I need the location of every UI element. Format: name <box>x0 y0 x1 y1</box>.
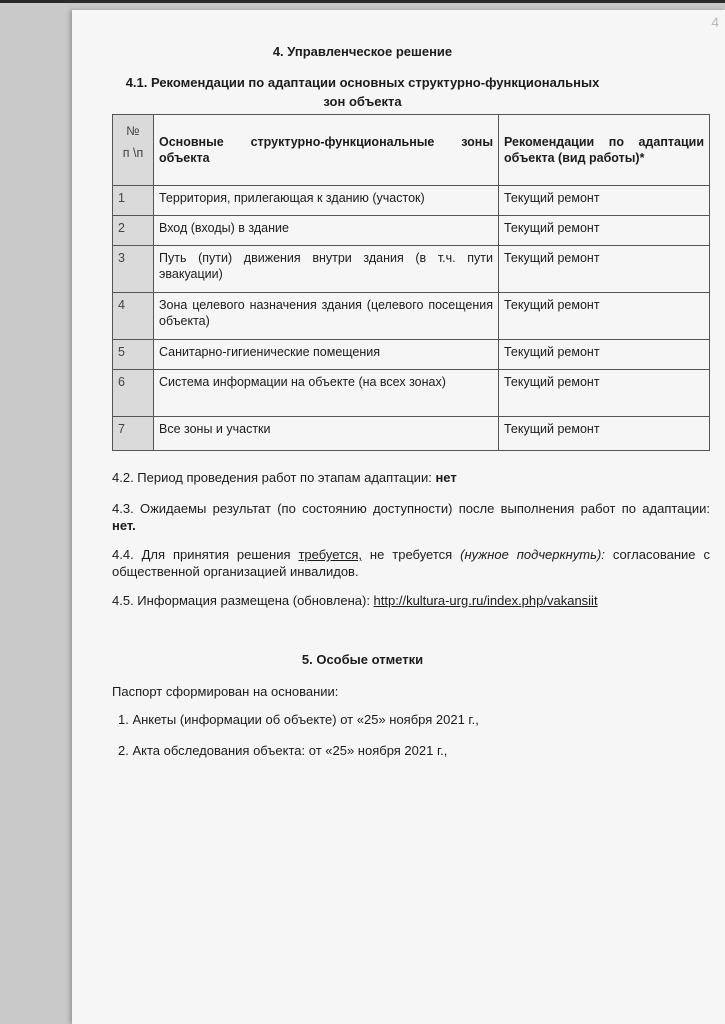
row-num: 6 <box>113 370 154 417</box>
info-link[interactable]: http://kultura-urg.ru/index.php/vakansiit <box>373 593 598 608</box>
row-recommendation: Текущий ремонт <box>499 293 710 340</box>
row-zone: Система информации на объекте (на всех зонах) <box>154 370 499 417</box>
paragraph-4-4-middle: не требуется <box>362 547 461 562</box>
row-recommendation: Текущий ремонт <box>499 246 710 293</box>
row-num: 1 <box>113 186 154 216</box>
row-num: 3 <box>113 246 154 293</box>
adaptation-table <box>112 114 710 451</box>
header-num-symbol: № <box>126 124 140 138</box>
row-zone: Вход (входы) в здание <box>154 216 499 246</box>
page-number: 4 <box>711 14 719 30</box>
table-row <box>113 216 710 246</box>
row-recommendation: Текущий ремонт <box>499 186 710 216</box>
table-row <box>113 417 710 451</box>
paragraph-4-2-value: нет <box>435 470 457 485</box>
row-recommendation: Текущий ремонт <box>499 370 710 417</box>
table-row <box>113 340 710 370</box>
paragraph-4-2 <box>112 469 710 486</box>
header-rec-cell: Рекомендации по адаптации объекта (вид работы)* <box>499 115 710 186</box>
row-zone: Путь (пути) движения внутри здания (в т.ч. пути эвакуации) <box>154 246 499 293</box>
paragraph-4-4-suffix: согласование с общественной организацией инвалидов. <box>112 547 710 579</box>
paragraph-4-5 <box>112 592 710 609</box>
table-row <box>113 246 710 293</box>
paragraph-4-4-underlined: требуется, <box>298 547 362 562</box>
table-row <box>113 370 710 417</box>
row-recommendation: Текущий ремонт <box>499 340 710 370</box>
section-4-1-title <box>0 73 725 111</box>
row-num: 4 <box>113 293 154 340</box>
header-num-cell <box>113 115 154 186</box>
row-zone: Санитарно-гигиенические помещения <box>154 340 499 370</box>
header-zone-cell: Основные структурно-функциональные зоны объекта <box>154 115 499 186</box>
row-zone: Зона целевого назначения здания (целевого посещения объекта) <box>154 293 499 340</box>
header-num-label: п \п <box>122 146 144 160</box>
row-recommendation: Текущий ремонт <box>499 216 710 246</box>
row-zone: Территория, прилегающая к зданию (участок) <box>154 186 499 216</box>
paragraph-4-4-italic: (нужное подчеркнуть): <box>460 547 605 562</box>
scan-top-edge <box>0 0 725 3</box>
basis-item-2: 2. Акта обследования объекта: от «25» ноября 2021 г., <box>118 743 448 758</box>
section-4-1-title-line2: зон объекта <box>323 94 402 109</box>
table-row <box>113 293 710 340</box>
row-num: 2 <box>113 216 154 246</box>
table-header-row <box>113 115 710 186</box>
paragraph-4-2-text: 4.2. Период проведения работ по этапам адаптации: <box>112 470 436 485</box>
paragraph-4-4-prefix: 4.4. Для принятия решения <box>112 547 299 562</box>
section-4-title: 4. Управленческое решение <box>272 44 453 59</box>
table-row <box>113 186 710 216</box>
section-5-title: 5. Особые отметки <box>301 652 424 667</box>
paragraph-4-5-text: 4.5. Информация размещена (обновлена): <box>112 593 374 608</box>
row-recommendation: Текущий ремонт <box>499 417 710 451</box>
row-num: 7 <box>113 417 154 451</box>
paragraph-4-4 <box>112 546 710 580</box>
basis-item-1: 1. Анкеты (информации об объекте) от «25» ноября 2021 г., <box>118 712 479 727</box>
paragraph-4-3 <box>112 500 710 534</box>
section-4-1-title-line1: 4.1. Рекомендации по адаптации основных структурно-функциональных <box>125 75 600 90</box>
passport-basis: Паспорт сформирован на основании: <box>112 684 339 699</box>
paragraph-4-3-text: 4.3. Ожидаемы результат (по состоянию доступности) после выполнения работ по адаптации: <box>112 501 710 516</box>
row-zone: Все зоны и участки <box>154 417 499 451</box>
row-num: 5 <box>113 340 154 370</box>
paragraph-4-3-value: нет. <box>112 518 136 533</box>
